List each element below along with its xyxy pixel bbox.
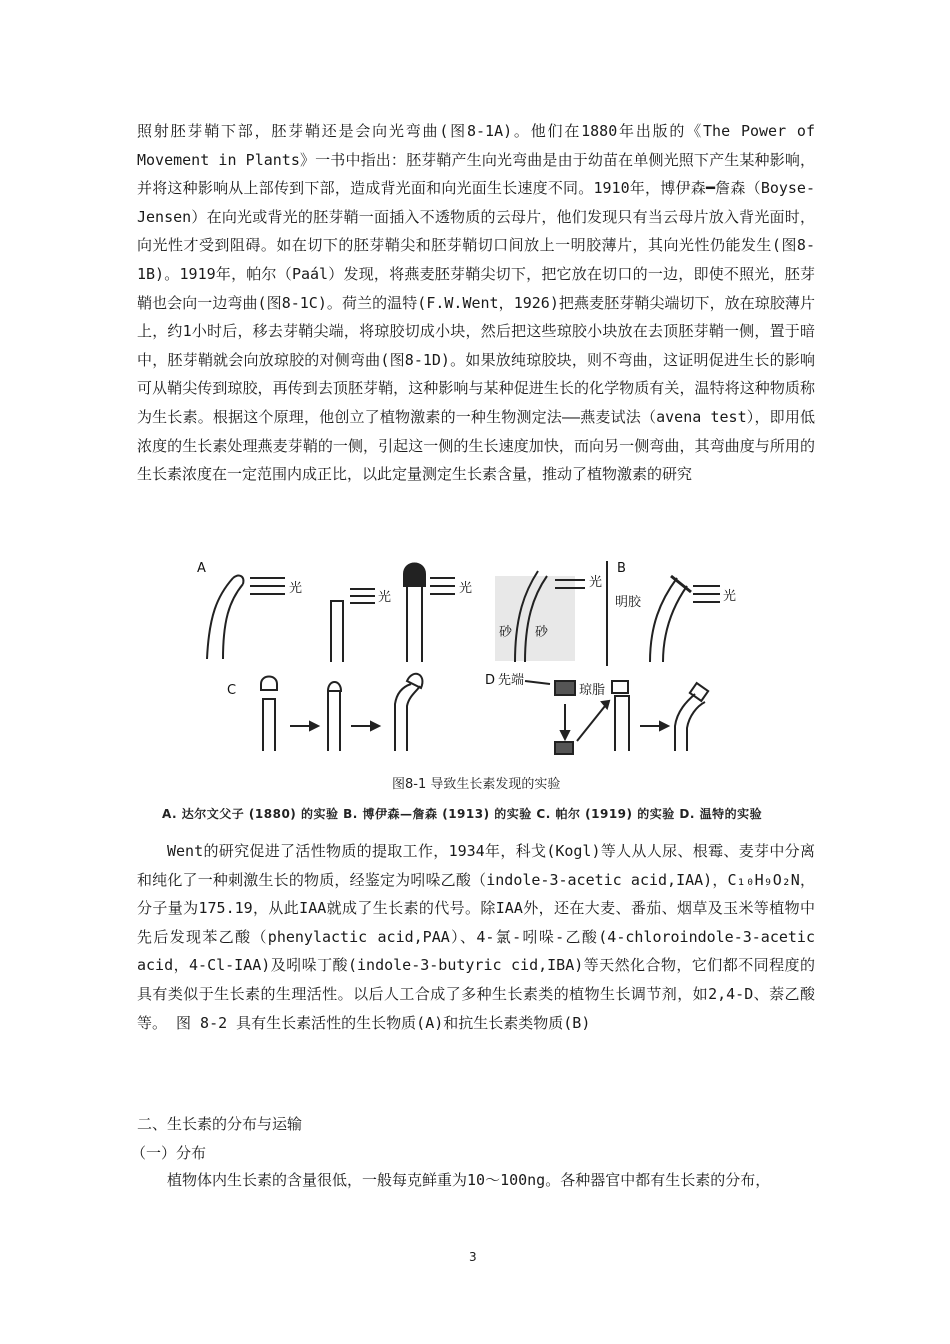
paragraph-iaa: Went的研究促进了活性物质的提取工作，1934年，科戈(Kogl)等人从人尿、根霉、麦芽中分离和纯化了一种刺激生长的物质，经鉴定为吲哚乙酸（indole-3-acetic acid,IAA)，C₁₀H₉O₂N，分子量为175.19，从此IAA就成了生长素的代号。除IAA外，还在大麦、番茄、烟草及玉米等植物中先后发现苯乙酸（phenylactic acid,PAA）、4-氯-吲哚-乙酸(4-chloroindole-3-acetic acid，4-Cl-IAA)及吲哚丁酸(indole-3-butyric cid,IBA)等天然化合物，它们都不同程度的具有类似于生长素的生理活性。以后人工合成了多种生长素类的植物生长调节剂，如2,4-D、萘乙酸等。 图 8-2 具有生长素活性的生长物质(A)和抗生长素类物质(B) — [137, 842, 815, 1032]
paragraph-history: 照射胚芽鞘下部，胚芽鞘还是会向光弯曲(图8-1A)。他们在1880年出版的《The Power of Movement in Plants》一书中指出：胚芽鞘产生向光弯曲是由于幼苗在单侧光照下产生某种影响，并将这种影响从上部传到下部，造成背光面和向光面生长速度不同。1910年，博伊森━詹森（Boyse-Jensen）在向光或背光的胚芽鞘一面插入不透物质的云母片，他们发现只有当云母片放入背光面时，向光性才受到阻碍。如在切下的胚芽鞘尖和胚芽鞘切口间放上一明胶薄片，其向光性仍能发生(图8-1B)。1919年，帕尔（Paál）发现，将燕麦胚芽鞘尖切下，把它放在切口的一边，即使不照光，胚芽鞘也会向一边弯曲(图8-1C)。荷兰的温特(F.W.Went，1926)把燕麦胚芽鞘尖端切下，放在琼胶薄片上，约1小时后，移去芽鞘尖端，将琼胶切成小块，然后把这些琼胶小块放在去顶胚芽鞘一侧，置于暗中，胚芽鞘就会向放琼胶的对侧弯曲(图8-1D)。如果放纯琼胶块，则不弯曲，这证明促进生长的影响可从鞘尖传到琼胶，再传到去顶胚芽鞘，这种影响与某种促进生长的化学物质有关，温特将这种物质称为生长素。根据这个原理，他创立了植物激素的一种生物测定法——燕麦试法（avena test），即用低浓度的生长素处理燕麦芽鞘的一侧，引起这一侧的生长速度加快，而向另一侧弯曲，其弯曲度与所用的生长素浓度在一定范围内成正比，以此定量测定生长素含量，推动了植物激素的研究 — [137, 122, 815, 484]
label-light-4: 光 — [589, 575, 603, 590]
label-light-5: 光 — [723, 589, 737, 604]
label-gelatin: 明胶 — [615, 595, 642, 610]
coleoptile-straight — [331, 601, 343, 662]
label-light-3: 光 — [459, 581, 473, 596]
paragraph-distribution: 植物体内生长素的含量很低，一般每克鲜重为10～100ng。各种器官中都有生长素的分布， — [167, 1171, 771, 1189]
figure-caption: 图8-1 导致生长素发现的实验 — [392, 777, 561, 792]
label-light-2: 光 — [378, 590, 392, 605]
label-c: C — [227, 683, 237, 698]
subsection-heading: （一）分布 — [131, 1144, 207, 1162]
label-d: D — [485, 673, 496, 688]
label-agar: 琼脂 — [579, 683, 606, 698]
label-light-1: 光 — [289, 581, 303, 596]
figure-subcaption: A. 达尔文父子 (1880) 的实验 B. 博伊森—詹森 (1913) 的实验 C. 帕尔 (1919) 的实验 D. 温特的实验 — [162, 807, 763, 821]
section-heading: 二、生长素的分布与运输 — [137, 1115, 303, 1133]
label-a: A — [197, 561, 206, 576]
label-b: B — [617, 561, 626, 576]
coleoptile-bent — [207, 578, 233, 659]
page-number: 3 — [469, 1250, 477, 1264]
label-sand-right: 砂 — [535, 625, 549, 640]
label-tip: 先端 — [498, 673, 525, 688]
label-sand-left: 砂 — [499, 625, 513, 640]
